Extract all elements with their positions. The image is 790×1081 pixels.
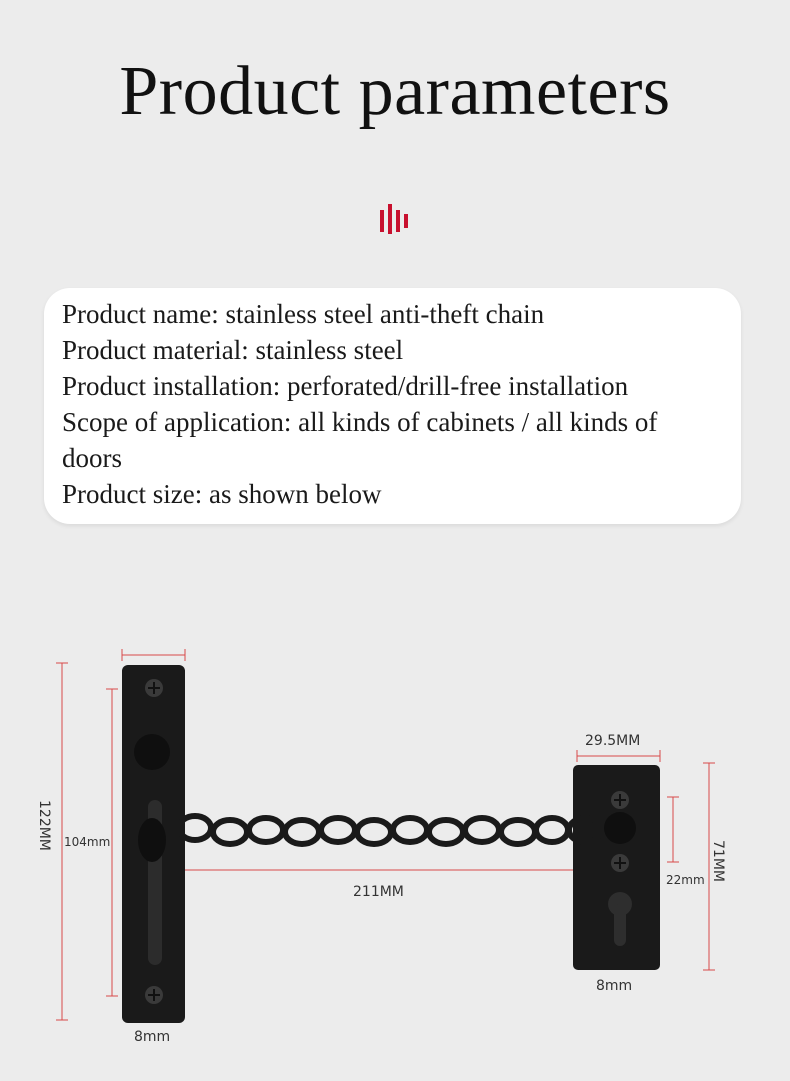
chain (179, 816, 601, 844)
dim-left-width: 8mm (134, 1029, 171, 1045)
divider-icon (376, 200, 416, 236)
spec-size: Product size: as shown below (62, 479, 382, 509)
spec-scope: Scope of application: all kinds of cabinets / all kinds of (62, 407, 658, 437)
dim-screw-spacing: 22mm (666, 873, 705, 887)
dim-right-width-top: 29.5MM (585, 733, 641, 749)
spec-card (44, 288, 741, 524)
dim-total-height: 122MM (36, 800, 52, 851)
dim-right-height: 71MM (710, 840, 726, 882)
dim-right-width-bottom: 8mm (596, 978, 633, 994)
dim-track-length: 104mm (64, 835, 111, 849)
spec-product-name: Product name: stainless steel anti-theft chain (62, 299, 545, 329)
spec-material: Product material: stainless steel (62, 335, 404, 365)
right-keeper-plate (573, 765, 660, 970)
page-title: Product parameters (119, 53, 671, 130)
spec-installation: Product installation: perforated/drill-free installation (62, 371, 629, 401)
product-diagram (0, 600, 790, 1081)
left-track-plate (122, 665, 185, 1023)
spec-scope-continued: doors (62, 443, 122, 473)
dim-chain-span: 211MM (353, 884, 404, 900)
